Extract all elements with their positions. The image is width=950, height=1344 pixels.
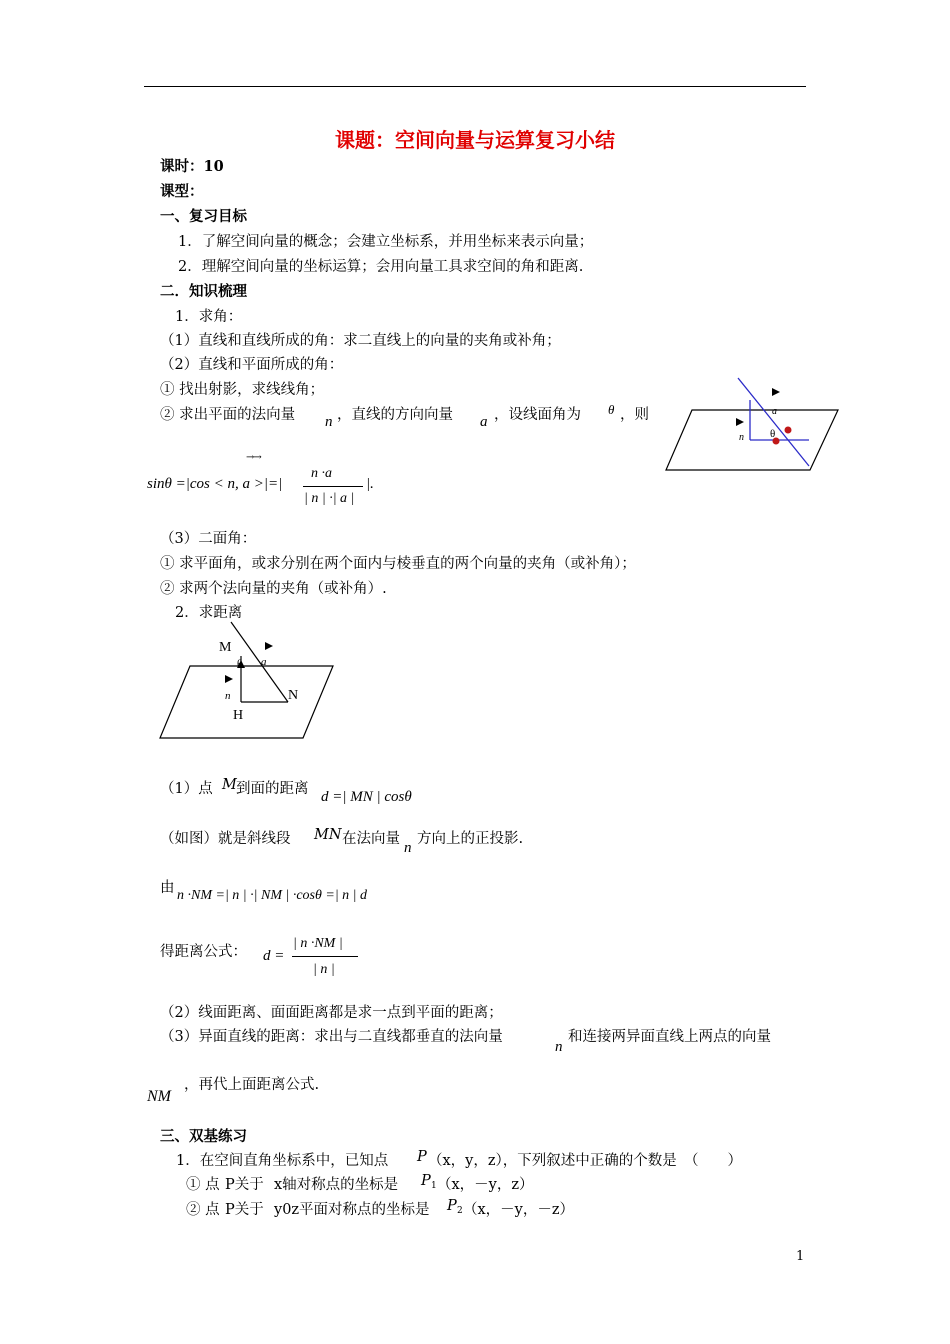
dist-1-a: （1）点 (160, 781, 213, 797)
q1-2-b: P关于 (225, 1202, 264, 1218)
dist-4-numerator: | n ·NM | (293, 936, 343, 951)
direction-symbol: a (480, 414, 488, 430)
line-plane-angle: （2）直线和平面所成的角： (160, 357, 344, 373)
distance-figure (155, 620, 340, 745)
dist-1-formula: d =| MN | cosθ (321, 789, 412, 805)
dist-4-a: 得距离公式： (160, 944, 247, 960)
section-1-heading: 一、复习目标 (160, 208, 247, 225)
line-plane-figure (664, 374, 844, 474)
class-type: 课型： (160, 183, 204, 200)
sine-formula-left: sinθ =|cos < n, a >|=| (147, 476, 283, 492)
q1-1-P: P (421, 1173, 431, 1189)
fig1-label-n: n (739, 432, 744, 443)
sine-formula-right: |. (366, 476, 374, 492)
q1-2-e: （x，－y，－z） (463, 1202, 575, 1218)
arrow-n-icon (225, 675, 233, 683)
fig2-label-n: n (225, 690, 231, 702)
normal-symbol: n (325, 414, 333, 430)
arrow-n-icon (736, 418, 744, 426)
theta-symbol: θ (608, 402, 615, 417)
class-hours: 课时：10 (160, 158, 224, 175)
dist-6-n: n (555, 1039, 563, 1055)
dist-1-M: M (222, 777, 237, 793)
goal-2: 2．理解空间向量的坐标运算；会用向量工具求空间的角和距离. (178, 259, 584, 275)
q1-b: （x，y，z），下列叙述中正确的个数是 （ ） (428, 1153, 743, 1169)
normal-step-c: ，设线面角为 (494, 407, 581, 423)
distance-heading: 2．求距离 (175, 605, 243, 621)
dist-2-n: n (404, 840, 412, 856)
header-rule (144, 86, 806, 87)
dist-6-a: （3）异面直线的距离：求出与二直线都垂直的法向量 (160, 1029, 503, 1045)
dist-fraction-bar (292, 956, 358, 957)
line-line-angle: （1）直线和直线所成的角：求二直线上的向量的夹角或补角； (160, 333, 561, 349)
page-title: 课题：空间向量与运算复习小结 (335, 128, 615, 152)
fig2-label-theta: θ (237, 658, 243, 670)
dist-7-NM: NM (147, 1088, 171, 1105)
q1-1-e: （x，－y，z） (437, 1177, 534, 1193)
q1-2-sub: 2 (457, 1206, 463, 1216)
fig2-label-H: H (233, 708, 244, 723)
dist-5: （2）线面距离、面面距离都是求一点到平面的距离； (160, 1005, 503, 1021)
dist-6-b: 和连接两异面直线上两点的向量 (568, 1029, 771, 1045)
normal-step-b: ，直线的方向向量 (337, 407, 453, 423)
intersection-dot (785, 427, 792, 434)
dist-2-a: （如图）就是斜线段 (160, 831, 291, 847)
sine-formula-numerator: n ·a (311, 466, 332, 481)
normal-step-d: ，则 (620, 407, 649, 423)
fig2-label-a: a (261, 656, 267, 668)
dist-4-denominator: | n | (313, 962, 335, 977)
arrow-a-icon (265, 642, 273, 650)
projection-step: ① 找出射影，求线线角； (160, 382, 325, 398)
normal-step-a: ② 求出平面的法向量 (160, 407, 296, 423)
fig2-label-M: M (219, 640, 232, 655)
q1-1-sub: 1 (431, 1181, 437, 1191)
angle-heading: 1．求角： (175, 309, 243, 325)
dist-3-a: 由 (160, 880, 175, 896)
section-3-heading: 三、双基练习 (160, 1128, 247, 1145)
sine-fraction-bar (303, 486, 363, 487)
dist-7-b: ，再代上面距离公式. (184, 1077, 320, 1093)
q1-1-a: ① 点 (186, 1177, 220, 1193)
dist-1-b: 到面的距离 (236, 781, 309, 797)
dist-4-left: d = (263, 948, 285, 964)
dihedral-heading: （3）二面角： (160, 531, 257, 547)
dihedral-method-1: ① 求平面角，或求分别在两个面内与棱垂直的两个向量的夹角（或补角）； (160, 556, 636, 572)
dist-3-formula: n ·NM =| n | ·| NM | ·cosθ =| n | d (177, 888, 368, 903)
section-2-heading: 二．知识梳理 (160, 283, 247, 300)
q1-1-b: P关于 (225, 1177, 264, 1193)
dist-2-c: 方向上的正投影. (417, 831, 524, 847)
q1-2-c: y0z平面对称点的坐标是 (274, 1202, 430, 1218)
dist-2-b: 在法向量 (342, 831, 400, 847)
goal-1: 1．了解空间向量的概念；会建立坐标系，并用坐标来表示向量； (178, 234, 594, 250)
q1-2-P: P (447, 1198, 457, 1214)
fig2-label-N: N (288, 688, 299, 703)
q1-1-c: x轴对称点的坐标是 (274, 1177, 399, 1193)
sine-formula-denominator: | n | ·| a | (304, 491, 355, 506)
dihedral-method-2: ② 求两个法向量的夹角（或补角）. (160, 581, 387, 597)
page-number: 1 (796, 1249, 805, 1264)
q1-a: 1．在空间直角坐标系中，已知点 (176, 1153, 389, 1169)
arrow-a-icon (772, 388, 780, 396)
vector-arrows: →→ (246, 452, 261, 463)
dist-2-MN: MN (314, 827, 342, 843)
fig1-label-a: a (772, 406, 777, 417)
q1-2-a: ② 点 (186, 1202, 220, 1218)
q1-P: P (417, 1149, 427, 1165)
fig1-label-theta: θ (770, 428, 776, 440)
